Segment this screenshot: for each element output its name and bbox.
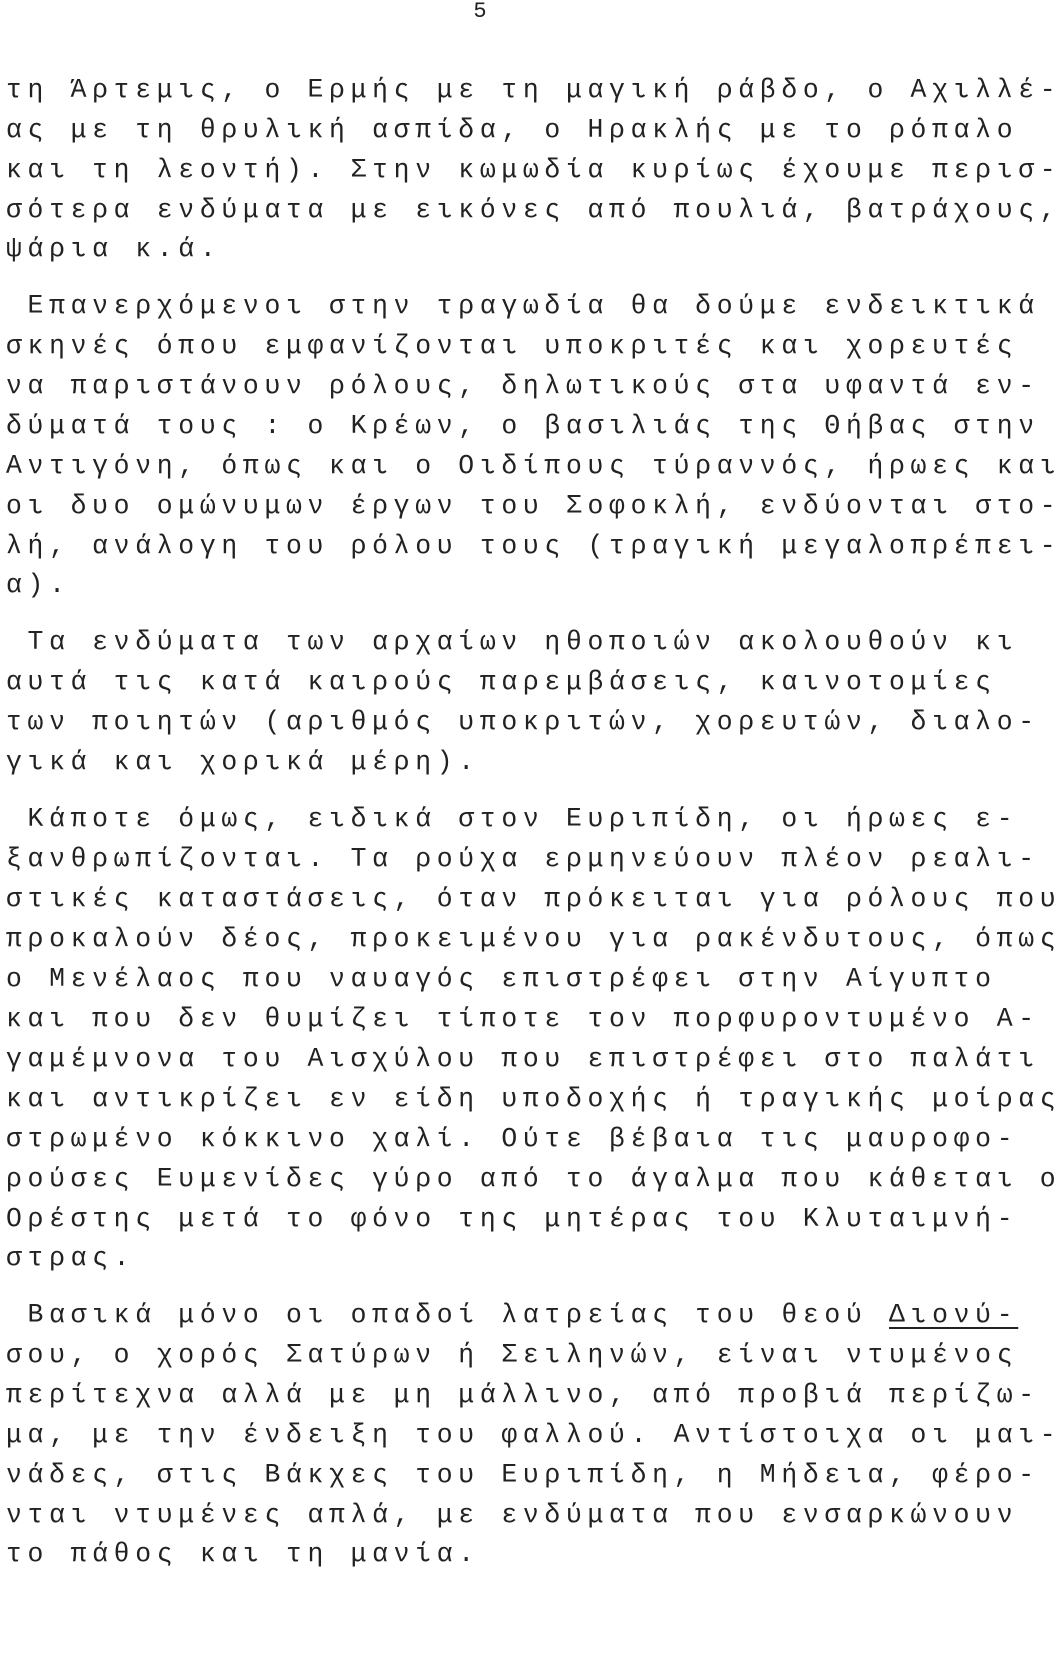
text-line: λή, ανάλογη του ρόλου τους (τραγική μεγαλοπρέπει- xyxy=(6,531,1061,561)
text-line: και τη λεοντή). Στην κωμωδία κυρίως έχουμε περισ- xyxy=(6,155,1061,185)
text-line: σου, ο χορός Σατύρων ή Σειληνών, είναι ντυμένος xyxy=(6,1340,1019,1370)
text-line: αυτά τις κατά καιρούς παρεμβάσεις, καινοτομίες xyxy=(6,667,997,697)
text-line: και που δεν θυμίζει τίποτε τον πορφυροντυμένο Α- xyxy=(6,1004,1040,1034)
text-line: γαμέμνονα του Αισχύλου που επιστρέφει στο παλάτι xyxy=(6,1044,1040,1074)
text-line: ο Μενέλαος που ναυαγός επιστρέφει στην Αίγυπτο xyxy=(6,964,997,994)
text-line: και αντικρίζει εν είδη υποδοχής ή τραγικής μοίρας xyxy=(6,1084,1061,1114)
text-line: Τα ενδύματα των αρχαίων ηθοποιών ακολουθούν κι xyxy=(6,627,1019,657)
text-line xyxy=(6,1295,1019,1335)
text-line: το πάθος και τη μανία. xyxy=(6,1539,480,1569)
text-line: στρωμένο κόκκινο χαλί. Ούτε βέβαια τις μαυροφο- xyxy=(6,1124,1019,1154)
text-line: οι δυο ομώνυμων έργων του Σοφοκλή, ενδύονται στο- xyxy=(6,491,1061,521)
text-line: στρας. xyxy=(6,1243,136,1273)
text-line: Αντιγόνη, όπως και ο Οιδίπους τύραννός, ήρωες και xyxy=(6,451,1061,481)
text-line: προκαλούν δέος, προκειμένου για ρακένδυτους, όπως xyxy=(6,924,1061,954)
text-line: των ποιητών (αριθμός υποκριτών, χορευτών, διαλο- xyxy=(6,707,1040,737)
text-line: ψάρια κ.ά. xyxy=(6,234,222,264)
underlined-word: Διονύ- xyxy=(889,1300,1019,1330)
text-line: ρούσες Ευμενίδες γύρο από το άγαλμα που κάθεται ο xyxy=(6,1164,1061,1194)
text-line: στικές καταστάσεις, όταν πρόκειται για ρόλους που xyxy=(6,884,1061,914)
text-line: ξανθρωπίζονται. Τα ρούχα ερμηνεύουν πλέον ρεαλι- xyxy=(6,844,1040,874)
text-line: περίτεχνα αλλά με μη μάλλινο, από προβιά περίζω- xyxy=(6,1380,1040,1410)
text-line: ας με τη θρυλική ασπίδα, ο Ηρακλής με το ρόπαλο xyxy=(6,115,1019,145)
text-line: σότερα ενδύματα με εικόνες από πουλιά, βατράχους, xyxy=(6,195,1061,225)
text-segment: Βασικά μόνο οι οπαδοί λατρείας του θεού xyxy=(6,1300,890,1330)
text-line: δύματά τους : ο Κρέων, ο βασιλιάς της Θήβας στην xyxy=(6,411,1040,441)
text-line: γικά και χορικά μέρη). xyxy=(6,747,480,777)
text-line: να παριστάνουν ρόλους, δηλωτικούς στα υφαντά εν- xyxy=(6,371,1040,401)
text-line: νται ντυμένες απλά, με ενδύματα που ενσαρκώνουν xyxy=(6,1500,1019,1530)
text-line: τη Άρτεμις, ο Ερμής με τη μαγική ράβδο, ο Αχιλλέ- xyxy=(6,75,1061,105)
page-number: 5 xyxy=(473,0,487,24)
text-line: νάδες, στις Βάκχες του Ευριπίδη, η Μήδεια, φέρο- xyxy=(6,1460,1040,1490)
text-line: Ορέστης μετά το φόνο της μητέρας του Κλυταιμνή- xyxy=(6,1204,1019,1234)
text-line: σκηνές όπου εμφανίζονται υποκριτές και χορευτές xyxy=(6,331,1019,361)
text-line: μα, με την ένδειξη του φαλλού. Αντίστοιχα οι μαι- xyxy=(6,1420,1061,1450)
text-line: Επανερχόμενοι στην τραγωδία θα δούμε ενδεικτικά xyxy=(6,291,1040,321)
text-line: Κάποτε όμως, ειδικά στον Ευριπίδη, οι ήρωες ε- xyxy=(6,804,1019,834)
text-line: α). xyxy=(6,570,71,600)
